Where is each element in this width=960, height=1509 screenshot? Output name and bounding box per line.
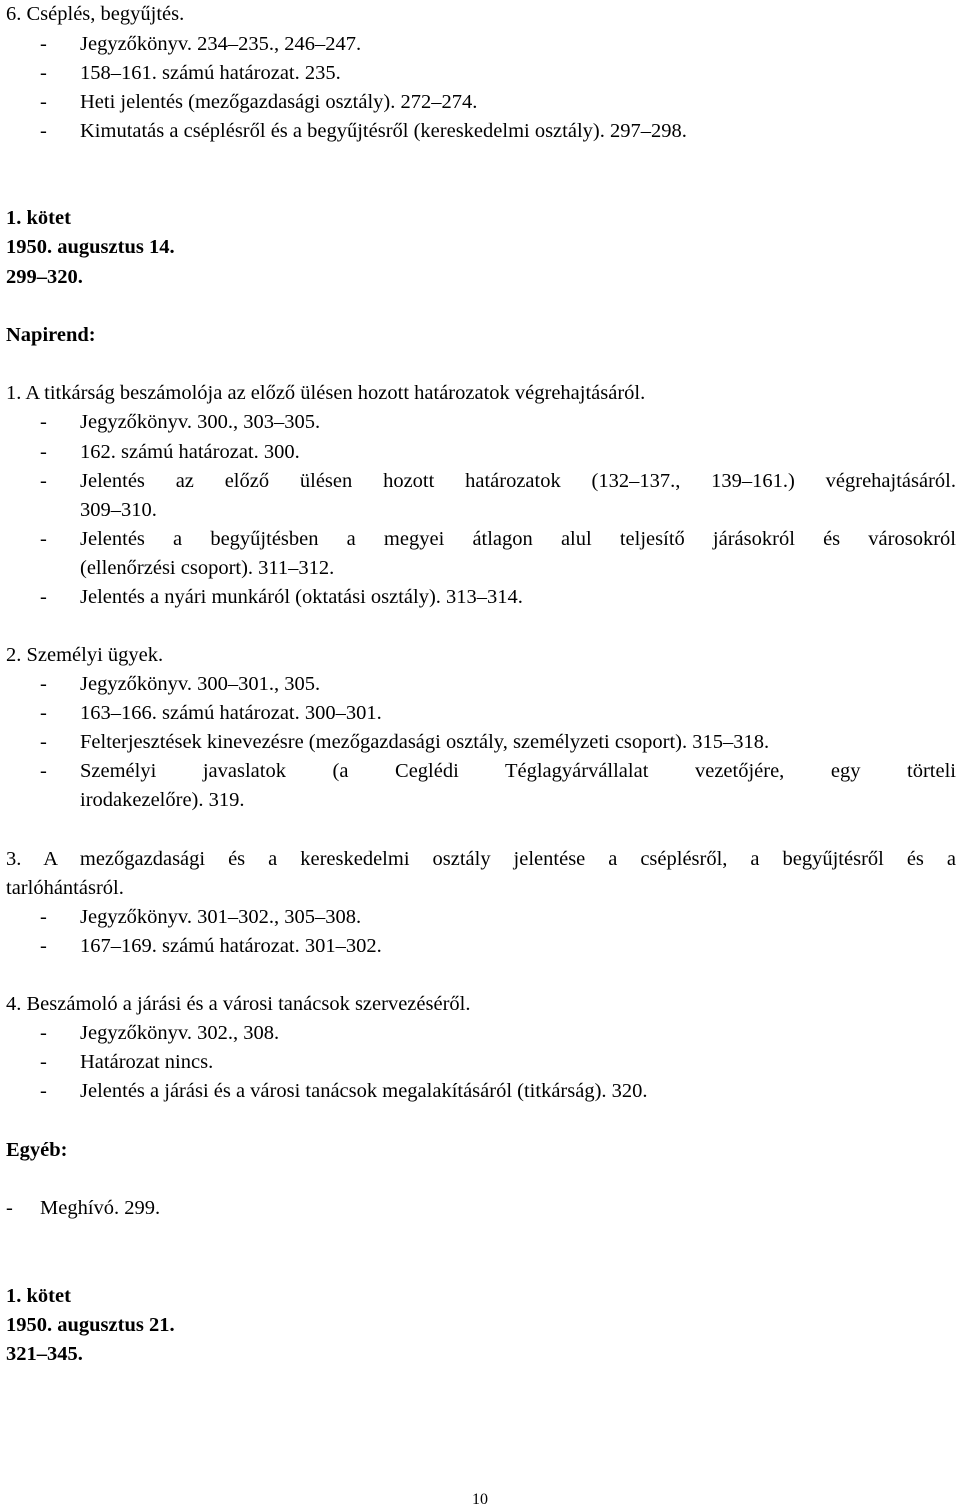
list-bullet: - [40,62,47,84]
list-bullet: - [40,33,47,55]
page-range: 299‒320. [6,266,83,288]
list-item: Heti jelentés (mezőgazdasági osztály). 272‒274. [80,91,478,113]
volume-label: 1. kötet [6,207,71,229]
list-bullet: - [40,673,47,695]
list-item: Személyi javaslatok (a Ceglédi Téglagyárvállalat vezetőjére, egy törteli [80,760,956,782]
list-item: 163‒166. számú határozat. 300‒301. [80,702,382,724]
agenda-item-heading: 4. Beszámoló a járási és a városi tanácsok szervezéséről. [6,993,471,1015]
volume-label: 1. kötet [6,1285,71,1307]
other-heading: Egyéb: [6,1139,68,1161]
list-item: Jelentés a nyári munkáról (oktatási osztály). 313‒314. [80,586,523,608]
list-bullet: - [40,760,47,782]
list-item: 167‒169. számú határozat. 301‒302. [80,935,382,957]
list-item: 158‒161. számú határozat. 235. [80,62,341,84]
agenda-heading: Napirend: [6,324,96,346]
list-bullet: - [40,441,47,463]
agenda-item-heading: 2. Személyi ügyek. [6,644,164,666]
list-bullet: - [40,731,47,753]
list-item: Meghívó. 299. [40,1197,161,1219]
list-bullet: - [40,1080,47,1102]
agenda-item-heading-continuation: tarlóhántásról. [6,877,124,899]
list-bullet: - [40,702,47,724]
list-bullet: - [40,1051,47,1073]
page-number: 10 [472,1491,488,1508]
list-bullet: - [40,935,47,957]
list-item-continuation: 309‒310. [80,499,157,521]
list-bullet: - [40,120,47,142]
list-item: Jegyzőkönyv. 302., 308. [80,1022,280,1044]
list-item-continuation: irodakezelőre). 319. [80,789,245,811]
list-item: Jelentés a begyűjtésben a megyei átlagon alul teljesítő járásokról és városokról [80,528,956,550]
list-bullet: - [6,1197,13,1219]
session-date: 1950. augusztus 21. [6,1314,175,1336]
list-item: Jelentés az előző ülésen hozott határozatok (132‒137., 139‒161.) végrehajtásáról. [80,470,956,492]
list-bullet: - [40,470,47,492]
agenda-item-heading: 1. A titkárság beszámolója az előző ülésen hozott határozatok végrehajtásáról. [6,382,646,404]
list-item: Jegyzőkönyv. 300‒301., 305. [80,673,321,695]
list-bullet: - [40,91,47,113]
list-bullet: - [40,1022,47,1044]
list-item: Jegyzőkönyv. 301‒302., 305‒308. [80,906,362,928]
list-item: Jegyzőkönyv. 300., 303‒305. [80,411,321,433]
page-range: 321‒345. [6,1343,83,1365]
list-item: Jelentés a járási és a városi tanácsok megalakításáról (titkárság). 320. [80,1080,648,1102]
list-item: Felterjesztések kinevezésre (mezőgazdasági osztály, személyzeti csoport). 315‒318. [80,731,770,753]
session-date: 1950. augusztus 14. [6,236,175,258]
list-item: Határozat nincs. [80,1051,214,1073]
list-bullet: - [40,586,47,608]
agenda-item-heading: 3. A mezőgazdasági és a kereskedelmi osztály jelentése a cséplésről, a begyűjtésről és a [6,848,956,870]
list-item: Kimutatás a cséplésről és a begyűjtésről (kereskedelmi osztály). 297‒298. [80,120,687,142]
list-bullet: - [40,906,47,928]
section-heading: 6. Cséplés, begyűjtés. [6,3,185,25]
list-bullet: - [40,528,47,550]
list-item: 162. számú határozat. 300. [80,441,300,463]
list-bullet: - [40,411,47,433]
list-item-continuation: (ellenőrzési csoport). 311‒312. [80,557,335,579]
list-item: Jegyzőkönyv. 234‒235., 246‒247. [80,33,362,55]
